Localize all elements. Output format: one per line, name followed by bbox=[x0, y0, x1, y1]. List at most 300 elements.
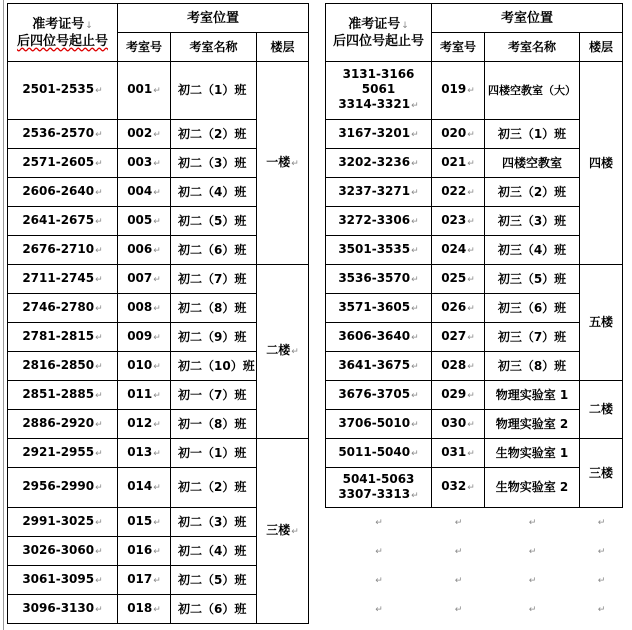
floor-header-label: 楼层 bbox=[588, 39, 613, 54]
floor-cell bbox=[257, 439, 309, 624]
paragraph-mark-icon: ↵ bbox=[411, 158, 419, 169]
room-no-cell bbox=[118, 120, 171, 149]
paragraph-mark-icon: ↵ bbox=[528, 575, 537, 586]
room-name: 初二（4）班 bbox=[178, 543, 247, 558]
room-name-header-label: 考室名称 bbox=[507, 39, 556, 54]
room-no: 029 bbox=[441, 386, 467, 401]
paragraph-mark-icon: ↵ bbox=[454, 546, 463, 557]
admission-range-line: 3706-5010 bbox=[338, 415, 411, 430]
paragraph-mark-icon: ↵ bbox=[153, 129, 161, 140]
room-no: 012 bbox=[127, 415, 153, 430]
floor-header bbox=[580, 33, 623, 62]
room-name: 初三（1）班 bbox=[497, 126, 567, 141]
admission-range-cell bbox=[8, 120, 118, 149]
floor-cell bbox=[580, 62, 623, 265]
admission-range-cell bbox=[8, 439, 118, 468]
admission-range-cell bbox=[326, 323, 432, 352]
paragraph-mark-icon: ↵ bbox=[95, 245, 103, 256]
paragraph-mark-icon: ↵ bbox=[411, 129, 419, 140]
admission-range-cell bbox=[326, 62, 432, 120]
room-name-cell bbox=[485, 236, 580, 265]
room-no: 017 bbox=[127, 571, 153, 586]
room-name-cell bbox=[485, 410, 580, 439]
room-no-cell bbox=[432, 381, 485, 410]
paragraph-mark-icon: ↵ bbox=[95, 575, 103, 586]
admission-range: 2851-2885 bbox=[22, 386, 95, 401]
admission-range-cell bbox=[8, 566, 118, 595]
room-name-cell bbox=[485, 207, 580, 236]
admission-range-cell bbox=[326, 120, 432, 149]
admission-range-cell bbox=[8, 410, 118, 439]
paragraph-mark-icon: ↵ bbox=[291, 158, 299, 169]
table-row bbox=[326, 207, 623, 236]
admission-range: 3026-3060 bbox=[22, 542, 95, 557]
room-name-cell bbox=[485, 323, 580, 352]
paragraph-mark-icon: ↵ bbox=[153, 158, 161, 169]
room-name-cell bbox=[171, 468, 257, 508]
admission-no-header-line2: 后四位号起止号 bbox=[332, 33, 424, 49]
admission-range-cell bbox=[8, 508, 118, 537]
paragraph-mark-icon: ↵ bbox=[375, 546, 383, 557]
admission-range: 2921-2955 bbox=[22, 444, 95, 459]
room-no-cell bbox=[432, 149, 485, 178]
empty-cell bbox=[580, 537, 623, 566]
paragraph-mark-icon: ↵ bbox=[411, 245, 419, 256]
paragraph-mark-icon: ↵ bbox=[411, 419, 419, 430]
room-name: 初二（7）班 bbox=[178, 271, 247, 286]
empty-cell bbox=[326, 537, 432, 566]
admission-range-line: 5041-5063 bbox=[342, 471, 415, 486]
table-row bbox=[326, 120, 623, 149]
room-no: 027 bbox=[441, 328, 467, 343]
paragraph-mark-icon: ↵ bbox=[467, 361, 475, 372]
room-no: 006 bbox=[127, 241, 153, 256]
room-name: 初一（7）班 bbox=[178, 387, 247, 402]
room-no-cell bbox=[432, 468, 485, 508]
room-no: 032 bbox=[441, 479, 467, 493]
admission-range-cell bbox=[326, 410, 432, 439]
paragraph-mark-icon: ↵ bbox=[454, 517, 463, 528]
room-name: 初二（8）班 bbox=[178, 300, 247, 315]
admission-range-cell bbox=[326, 207, 432, 236]
paragraph-mark-icon: ↵ bbox=[95, 361, 103, 372]
paragraph-mark-icon: ↵ bbox=[95, 448, 103, 459]
room-name: 初三（3）班 bbox=[497, 213, 567, 228]
floor-label: 四楼 bbox=[588, 155, 613, 170]
paragraph-mark-icon: ↵ bbox=[153, 86, 161, 96]
room-name: 初三（5）班 bbox=[497, 271, 567, 286]
room-name: 初二（1）班 bbox=[178, 83, 247, 97]
paragraph-mark-icon: ↵ bbox=[467, 390, 475, 401]
room-no: 005 bbox=[127, 212, 153, 227]
room-name-cell bbox=[171, 120, 257, 149]
admission-range-cell bbox=[8, 149, 118, 178]
table-row bbox=[326, 236, 623, 265]
room-name: 初二（3）班 bbox=[178, 155, 247, 170]
paragraph-mark-icon: ↵ bbox=[291, 347, 299, 357]
paragraph-mark-icon: ↵ bbox=[467, 448, 475, 459]
paragraph-mark-icon: ↵ bbox=[95, 187, 103, 198]
paragraph-mark-icon: ↵ bbox=[528, 604, 537, 615]
floor-cell bbox=[580, 265, 623, 381]
room-name-cell bbox=[485, 62, 580, 120]
admission-range-line: 3202-3236 bbox=[338, 154, 411, 169]
paragraph-mark-icon: ↵ bbox=[153, 390, 161, 401]
floor-label: 二楼 bbox=[266, 343, 291, 357]
table-row bbox=[326, 468, 623, 508]
empty-cell bbox=[580, 595, 623, 624]
table-row bbox=[8, 62, 309, 120]
page-left-rule bbox=[3, 0, 4, 630]
room-name-cell bbox=[171, 294, 257, 323]
paragraph-mark-icon: ↵ bbox=[291, 526, 299, 537]
room-no-cell bbox=[118, 149, 171, 178]
room-no-header bbox=[118, 33, 171, 62]
paragraph-mark-icon: ↵ bbox=[95, 274, 103, 285]
table-row bbox=[326, 149, 623, 178]
room-name-cell bbox=[171, 381, 257, 410]
paragraph-mark-icon: ↵ bbox=[411, 187, 419, 198]
header-row bbox=[326, 4, 623, 33]
admission-range-cell bbox=[8, 178, 118, 207]
admission-range-line: 3501-3535 bbox=[338, 241, 411, 256]
room-no: 010 bbox=[127, 357, 153, 372]
empty-row bbox=[326, 595, 623, 624]
admission-range-cell bbox=[8, 236, 118, 265]
admission-range-line: 5061 bbox=[361, 82, 396, 96]
admission-range-line: 3606-3640 bbox=[338, 328, 411, 343]
admission-no-header-line1: 准考证号 bbox=[348, 16, 401, 32]
room-name-cell bbox=[171, 508, 257, 537]
admission-range-line: 3307-3313 bbox=[338, 486, 411, 501]
admission-range: 3096-3130 bbox=[22, 600, 95, 615]
empty-row bbox=[326, 537, 623, 566]
room-no-cell bbox=[118, 468, 171, 508]
admission-range-cell bbox=[8, 294, 118, 323]
header-row bbox=[8, 4, 309, 33]
room-no: 031 bbox=[441, 444, 467, 459]
room-name-cell bbox=[171, 410, 257, 439]
paragraph-mark-icon: ↵ bbox=[528, 546, 537, 557]
empty-cell bbox=[432, 566, 485, 595]
table-row bbox=[326, 265, 623, 294]
paragraph-mark-icon: ↵ bbox=[454, 575, 463, 586]
room-name-cell bbox=[485, 265, 580, 294]
room-name-cell bbox=[171, 149, 257, 178]
floor-cell bbox=[580, 439, 623, 508]
room-name-cell bbox=[171, 178, 257, 207]
table-row bbox=[326, 352, 623, 381]
room-no-cell bbox=[118, 265, 171, 294]
paragraph-mark-icon: ↵ bbox=[95, 303, 103, 314]
empty-row bbox=[326, 566, 623, 595]
room-no-cell bbox=[432, 323, 485, 352]
paragraph-mark-icon: ↵ bbox=[411, 361, 419, 372]
admission-range-line: 3131-3166 bbox=[342, 67, 415, 81]
room-name: 物理实验室 1 bbox=[495, 387, 569, 402]
room-no-cell bbox=[432, 62, 485, 120]
room-location-header-label: 考室位置 bbox=[500, 10, 553, 26]
room-no-cell bbox=[118, 439, 171, 468]
admission-range: 2781-2815 bbox=[22, 328, 95, 343]
paragraph-mark-icon: ↵ bbox=[153, 575, 161, 586]
paragraph-mark-icon: ↵ bbox=[153, 274, 161, 285]
room-no: 022 bbox=[441, 183, 467, 198]
paragraph-mark-icon: ↵ bbox=[95, 158, 103, 169]
room-no-cell bbox=[118, 323, 171, 352]
room-name: 初二（10）班 bbox=[178, 358, 255, 373]
room-no: 013 bbox=[127, 444, 153, 459]
room-name: 生物实验室 1 bbox=[495, 445, 569, 460]
paragraph-mark-icon: ↵ bbox=[153, 187, 161, 198]
room-location-header bbox=[432, 4, 623, 33]
admission-range-line: 3571-3605 bbox=[338, 299, 411, 314]
paragraph-mark-icon: ↵ bbox=[95, 604, 103, 615]
paragraph-mark-icon: ↵ bbox=[95, 419, 103, 430]
room-no-cell bbox=[118, 236, 171, 265]
room-name: 初二（9）班 bbox=[178, 329, 247, 344]
floor-label: 二楼 bbox=[588, 402, 613, 416]
paragraph-mark-icon: ↵ bbox=[597, 604, 606, 615]
room-name-cell bbox=[171, 62, 257, 120]
paragraph-mark-icon: ↵ bbox=[153, 448, 161, 459]
room-no-cell bbox=[118, 566, 171, 595]
room-name-header-label: 考室名称 bbox=[189, 39, 238, 54]
admission-range-cell bbox=[8, 595, 118, 624]
admission-range: 2991-3025 bbox=[22, 513, 95, 528]
room-no-cell bbox=[432, 352, 485, 381]
admission-range: 2956-2990 bbox=[22, 479, 95, 493]
empty-cell bbox=[580, 508, 623, 537]
room-name-cell bbox=[171, 439, 257, 468]
room-name: 初二（2）班 bbox=[178, 480, 247, 494]
room-name: 初一（8）班 bbox=[178, 416, 247, 431]
paragraph-mark-icon: ↵ bbox=[467, 158, 475, 169]
room-no-cell bbox=[432, 120, 485, 149]
room-no: 002 bbox=[127, 125, 153, 140]
room-name-cell bbox=[485, 439, 580, 468]
floor-header bbox=[257, 33, 309, 62]
down-arrow-mark-icon: ↓ bbox=[85, 20, 93, 31]
room-name: 初二（3）班 bbox=[178, 514, 247, 529]
paragraph-mark-icon: ↵ bbox=[597, 575, 606, 586]
admission-range-line: 3237-3271 bbox=[338, 183, 411, 198]
room-name-cell bbox=[485, 294, 580, 323]
room-no: 021 bbox=[441, 154, 467, 169]
empty-cell bbox=[580, 566, 623, 595]
room-no: 019 bbox=[441, 82, 467, 96]
paragraph-mark-icon: ↵ bbox=[467, 129, 475, 140]
room-no: 003 bbox=[127, 154, 153, 169]
admission-range-cell bbox=[326, 149, 432, 178]
room-name: 初二（6）班 bbox=[178, 601, 247, 616]
room-name-cell bbox=[485, 120, 580, 149]
room-name-cell bbox=[171, 265, 257, 294]
paragraph-mark-icon: ↵ bbox=[411, 101, 419, 111]
paragraph-mark-icon: ↵ bbox=[467, 86, 475, 96]
admission-range: 2746-2780 bbox=[22, 299, 95, 314]
admission-range-cell bbox=[326, 468, 432, 508]
empty-cell bbox=[326, 508, 432, 537]
paragraph-mark-icon: ↵ bbox=[467, 332, 475, 343]
floor-cell bbox=[580, 381, 623, 439]
paragraph-mark-icon: ↵ bbox=[95, 517, 103, 528]
room-name-cell bbox=[485, 149, 580, 178]
empty-cell bbox=[485, 566, 580, 595]
admission-range-line: 3536-3570 bbox=[338, 270, 411, 285]
paragraph-mark-icon: ↵ bbox=[411, 332, 419, 343]
admission-range-line: 3641-3675 bbox=[338, 357, 411, 372]
paragraph-mark-icon: ↵ bbox=[411, 490, 419, 501]
admission-range-line: 5011-5040 bbox=[338, 444, 411, 459]
admission-range: 2711-2745 bbox=[22, 270, 95, 285]
room-no-cell bbox=[432, 410, 485, 439]
paragraph-mark-icon: ↵ bbox=[528, 517, 537, 528]
room-name: 四楼空教室 bbox=[501, 155, 562, 170]
floor-label: 五楼 bbox=[588, 315, 613, 329]
admission-range: 2676-2710 bbox=[22, 241, 95, 256]
admission-range: 2536-2570 bbox=[22, 125, 95, 140]
room-no-cell bbox=[432, 439, 485, 468]
room-no: 016 bbox=[127, 542, 153, 557]
room-no-cell bbox=[118, 537, 171, 566]
empty-cell bbox=[326, 595, 432, 624]
admission-range: 2641-2675 bbox=[22, 212, 95, 227]
paragraph-mark-icon: ↵ bbox=[467, 303, 475, 314]
room-name: 初三（2）班 bbox=[497, 184, 567, 199]
admission-range-cell bbox=[326, 439, 432, 468]
room-name-cell bbox=[171, 566, 257, 595]
floor-cell bbox=[257, 265, 309, 439]
room-no-header bbox=[432, 33, 485, 62]
room-name: 初二（5）班 bbox=[178, 572, 247, 587]
table-row bbox=[326, 323, 623, 352]
room-no: 018 bbox=[127, 600, 153, 615]
paragraph-mark-icon: ↵ bbox=[153, 517, 161, 528]
admission-range-cell bbox=[8, 62, 118, 120]
admission-range: 2606-2640 bbox=[22, 183, 95, 198]
room-no-cell bbox=[118, 294, 171, 323]
room-no-cell bbox=[118, 62, 171, 120]
room-name: 初二（4）班 bbox=[178, 184, 247, 199]
room-no: 004 bbox=[127, 183, 153, 198]
room-name-cell bbox=[485, 468, 580, 508]
room-no: 020 bbox=[441, 125, 467, 140]
paragraph-mark-icon: ↵ bbox=[375, 575, 383, 586]
paragraph-mark-icon: ↵ bbox=[153, 361, 161, 372]
paragraph-mark-icon: ↵ bbox=[95, 546, 103, 557]
admission-range-line: 3167-3201 bbox=[338, 125, 411, 140]
room-location-header-label: 考室位置 bbox=[186, 10, 239, 26]
room-name-cell bbox=[171, 352, 257, 381]
floor-label: 三楼 bbox=[266, 522, 291, 537]
room-no: 014 bbox=[127, 479, 153, 493]
admission-range-cell bbox=[8, 323, 118, 352]
table-row bbox=[326, 439, 623, 468]
admission-no-header-line2: 后四位号起止号 bbox=[16, 33, 108, 49]
room-no-cell bbox=[432, 207, 485, 236]
admission-no-header-line1: 准考证号 bbox=[32, 16, 85, 32]
room-name-cell bbox=[171, 236, 257, 265]
table-row bbox=[8, 439, 309, 468]
admission-range-cell bbox=[8, 265, 118, 294]
admission-no-header bbox=[326, 4, 432, 62]
room-no: 015 bbox=[127, 513, 153, 528]
empty-cell bbox=[432, 537, 485, 566]
admission-range-cell bbox=[8, 207, 118, 236]
room-no-cell bbox=[432, 265, 485, 294]
paragraph-mark-icon: ↵ bbox=[467, 245, 475, 256]
room-name: 初三（8）班 bbox=[497, 358, 567, 373]
admission-range-line: 3314-3321 bbox=[338, 97, 411, 111]
paragraph-mark-icon: ↵ bbox=[411, 303, 419, 314]
room-name-cell bbox=[171, 207, 257, 236]
room-no-cell bbox=[118, 381, 171, 410]
empty-cell bbox=[485, 508, 580, 537]
paragraph-mark-icon: ↵ bbox=[153, 332, 161, 343]
admission-range: 2886-2920 bbox=[22, 415, 95, 430]
room-name-header bbox=[171, 33, 257, 62]
room-name: 四楼空教室（大） bbox=[488, 84, 576, 97]
paragraph-mark-icon: ↵ bbox=[95, 390, 103, 401]
table-row bbox=[326, 410, 623, 439]
right-exam-room-table bbox=[325, 3, 623, 624]
room-no: 007 bbox=[127, 270, 153, 285]
table-row bbox=[326, 178, 623, 207]
paragraph-mark-icon: ↵ bbox=[153, 216, 161, 227]
paragraph-mark-icon: ↵ bbox=[467, 419, 475, 430]
room-no-cell bbox=[432, 178, 485, 207]
paragraph-mark-icon: ↵ bbox=[454, 604, 463, 615]
room-no: 008 bbox=[127, 299, 153, 314]
paragraph-mark-icon: ↵ bbox=[597, 517, 606, 528]
left-exam-room-table bbox=[7, 3, 309, 624]
room-no: 028 bbox=[441, 357, 467, 372]
paragraph-mark-icon: ↵ bbox=[467, 483, 475, 493]
admission-range: 2501-2535 bbox=[22, 82, 95, 96]
admission-range: 2816-2850 bbox=[22, 357, 95, 372]
room-no-header-label: 考室号 bbox=[125, 39, 162, 54]
admission-range-cell bbox=[326, 352, 432, 381]
paragraph-mark-icon: ↵ bbox=[597, 546, 606, 557]
room-name-header bbox=[485, 33, 580, 62]
empty-cell bbox=[485, 537, 580, 566]
floor-cell bbox=[257, 62, 309, 265]
empty-cell bbox=[485, 595, 580, 624]
paragraph-mark-icon: ↵ bbox=[95, 86, 103, 96]
paragraph-mark-icon: ↵ bbox=[411, 448, 419, 459]
room-name-cell bbox=[485, 352, 580, 381]
room-name: 初三（6）班 bbox=[497, 300, 567, 315]
room-no: 011 bbox=[127, 386, 153, 401]
admission-range-cell bbox=[326, 265, 432, 294]
room-no-cell bbox=[118, 178, 171, 207]
table-row bbox=[8, 265, 309, 294]
admission-range-line: 3272-3306 bbox=[338, 212, 411, 227]
admission-range-line: 3676-3705 bbox=[338, 386, 411, 401]
paragraph-mark-icon: ↵ bbox=[153, 483, 161, 493]
room-no-cell bbox=[432, 236, 485, 265]
paragraph-mark-icon: ↵ bbox=[95, 129, 103, 140]
room-name-cell bbox=[171, 323, 257, 352]
room-no-cell bbox=[118, 207, 171, 236]
admission-range-cell bbox=[326, 294, 432, 323]
paragraph-mark-icon: ↵ bbox=[95, 332, 103, 343]
paragraph-mark-icon: ↵ bbox=[375, 517, 383, 528]
admission-range-cell bbox=[8, 352, 118, 381]
empty-cell bbox=[326, 566, 432, 595]
table-row bbox=[326, 62, 623, 120]
